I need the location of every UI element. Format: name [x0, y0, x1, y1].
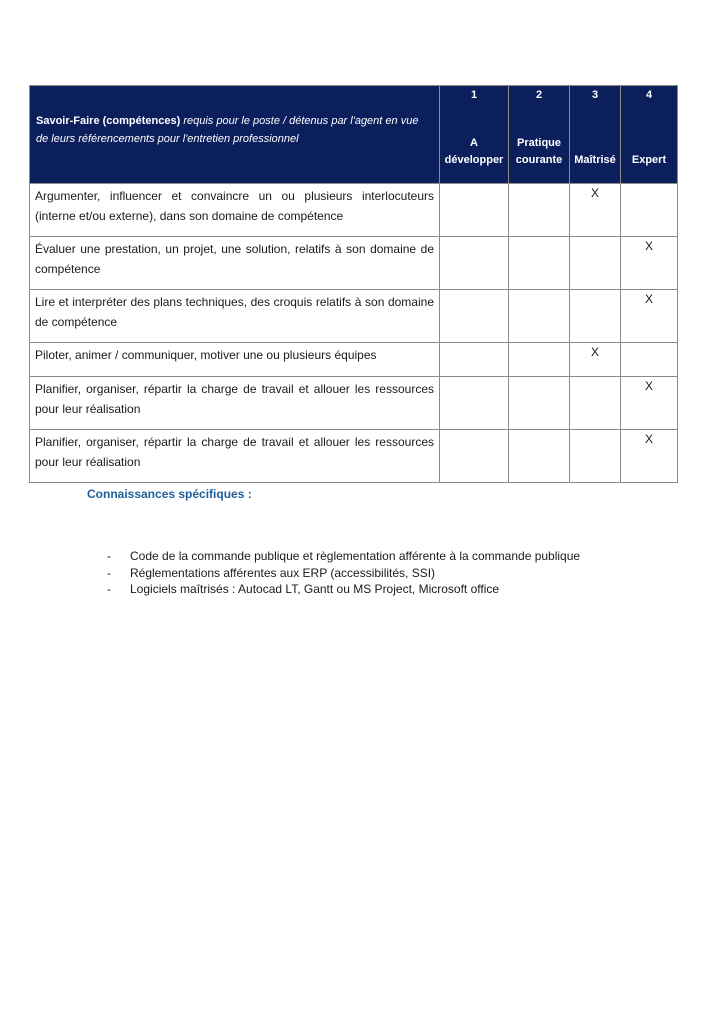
knowledge-list: [107, 548, 580, 598]
header-title-cell: [30, 86, 440, 184]
header-title-italic: requis pour le poste / détenus par l'agent en vue de leurs référencements pour l'entretien professionnel: [36, 115, 419, 145]
level-number: 3: [591, 89, 599, 101]
table-row: [30, 184, 678, 237]
level-mark-3: [570, 377, 621, 430]
level-number: 4: [645, 89, 653, 101]
level-label: Maîtrisé: [574, 154, 616, 166]
table-row: [30, 430, 678, 483]
level-mark-1: [440, 430, 509, 483]
level-mark-3: X: [570, 343, 621, 377]
level-mark-1: [440, 377, 509, 430]
level-header-2: [509, 86, 570, 184]
level-label: A développer: [444, 137, 504, 166]
level-mark-4: [621, 343, 678, 377]
skills-table: [29, 85, 678, 483]
level-mark-2: [509, 377, 570, 430]
level-header-1: [440, 86, 509, 184]
level-mark-2: [509, 290, 570, 343]
level-mark-3: [570, 237, 621, 290]
bullet-dash: -: [107, 549, 111, 563]
skill-description: Évaluer une prestation, un projet, une solution, relatifs à son domaine de compétence: [30, 237, 440, 290]
table-row: [30, 343, 678, 377]
level-mark-1: [440, 290, 509, 343]
skill-description: Piloter, animer / communiquer, motiver une ou plusieurs équipes: [30, 343, 440, 377]
list-item-text: Code de la commande publique et règlementation afférente à la commande publique: [130, 549, 581, 563]
list-item-text: Logiciels maîtrisés : Autocad LT, Gantt ou MS Project, Microsoft office: [130, 582, 500, 596]
list-item: [107, 565, 580, 582]
skill-description: Planifier, organiser, répartir la charge de travail et allouer les ressources pour leur réalisation: [30, 377, 440, 430]
skill-description: Lire et interpréter des plans techniques, des croquis relatifs à son domaine de compétence: [30, 290, 440, 343]
level-mark-4: [621, 184, 678, 237]
level-mark-2: [509, 343, 570, 377]
level-mark-2: [509, 430, 570, 483]
level-mark-1: [440, 237, 509, 290]
list-item: [107, 548, 580, 565]
level-mark-3: [570, 430, 621, 483]
level-mark-4: X: [621, 377, 678, 430]
level-number: 2: [535, 89, 543, 101]
skill-description: Planifier, organiser, répartir la charge de travail et allouer les ressources pour leur réalisation: [30, 430, 440, 483]
header-title-bold: Savoir-Faire (compétences): [36, 115, 181, 127]
level-mark-3: [570, 290, 621, 343]
level-mark-4: X: [621, 237, 678, 290]
level-header-3: [570, 86, 621, 184]
level-mark-2: [509, 237, 570, 290]
level-label: Expert: [631, 154, 667, 166]
table-row: [30, 377, 678, 430]
skill-description: Argumenter, influencer et convaincre un ou plusieurs interlocuteurs (interne et/ou externe), dans son domaine de compétence: [30, 184, 440, 237]
level-mark-1: [440, 343, 509, 377]
table-row: [30, 290, 678, 343]
level-number: 1: [470, 89, 478, 101]
level-mark-2: [509, 184, 570, 237]
bullet-dash: -: [107, 582, 111, 596]
level-header-4: [621, 86, 678, 184]
list-item: [107, 581, 580, 598]
level-mark-4: X: [621, 430, 678, 483]
list-item-text: Réglementations afférentes aux ERP (accessibilités, SSI): [130, 565, 436, 580]
level-mark-4: X: [621, 290, 678, 343]
level-label: Pratique courante: [515, 137, 563, 166]
knowledge-section-title: Connaissances spécifiques :: [87, 487, 252, 501]
level-mark-3: X: [570, 184, 621, 237]
table-header-row: [30, 86, 678, 184]
level-mark-1: [440, 184, 509, 237]
bullet-dash: -: [107, 565, 111, 580]
table-row: [30, 237, 678, 290]
